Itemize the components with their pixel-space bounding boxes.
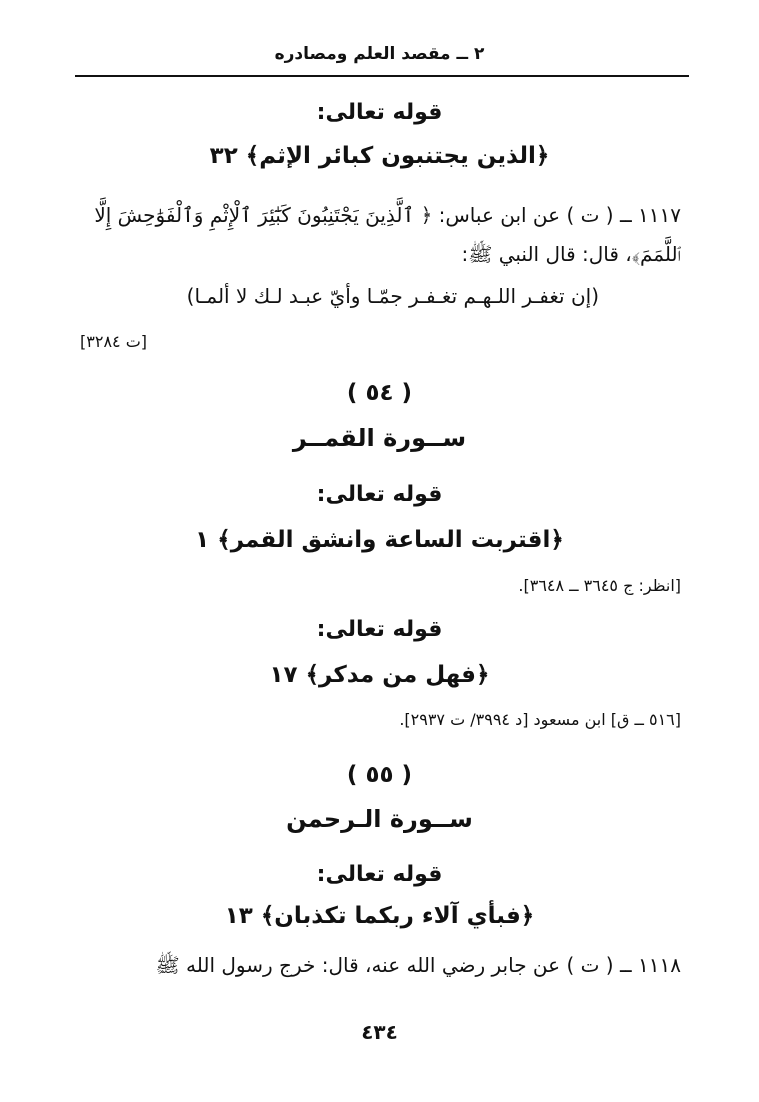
hadith-1117-line-1: ١١١٧ ــ ( ت ) عن ابن عباس: ﴿ ٱلَّذِينَ يَجْتَنِبُونَ كَبَٰٓئِرَ ٱلْإِثْمِ وَٱلْفَوَٰحِشَ إِلَّا [94, 203, 681, 227]
verse-2: ﴿اقتربت الساعة وانشق القمر﴾ ١ [195, 527, 564, 553]
surah-54-number: ( ٥٤ ) [346, 380, 413, 406]
hadith-1117-line-2: ٱللَّمَمَ﴾، قال: قال النبي ﷺ: [461, 242, 681, 266]
page-number: ٤٣٤ [361, 1020, 398, 1044]
running-title: ٢ ــ مقصد العلم ومصادره [274, 44, 485, 64]
section-heading-2: قوله تعالى: [316, 482, 443, 507]
poem-line: (إن تغفـر اللـهـم تغـفـر جمّـا وأيّ عبـد لـك لا ألمـا) [186, 284, 599, 308]
surah-55-title: ســورة الـرحمن [286, 805, 473, 833]
surah-55-number: ( ٥٥ ) [346, 762, 413, 788]
surah-54-title: ســورة القمــر [292, 424, 467, 452]
header-rule [75, 75, 689, 77]
reference-516: [٥١٦ ــ ق] ابن مسعود [د ٣٩٩٤/ ت ٢٩٣٧]. [399, 710, 681, 729]
section-heading-1: قوله تعالى: [316, 100, 443, 125]
section-heading-4: قوله تعالى: [316, 862, 443, 887]
verse-1: ﴿الذين يجتنبون كبائر الإثم﴾ ٣٢ [209, 143, 550, 169]
verse-3: ﴿فهل من مدكر﴾ ١٧ [269, 662, 490, 688]
section-heading-3: قوله تعالى: [316, 617, 443, 642]
hadith-1118: ١١١٨ ــ ( ت ) عن جابر رضي الله عنه، قال: خرج رسول الله ﷺ [155, 953, 681, 977]
reference-see: [انظر: ج ٣٦٤٥ ــ ٣٦٤٨]. [518, 576, 681, 595]
reference-1117: [ت ٣٢٨٤] [80, 332, 148, 351]
verse-4: ﴿فبأي آلاء ربكما تكذبان﴾ ١٣ [224, 903, 535, 929]
